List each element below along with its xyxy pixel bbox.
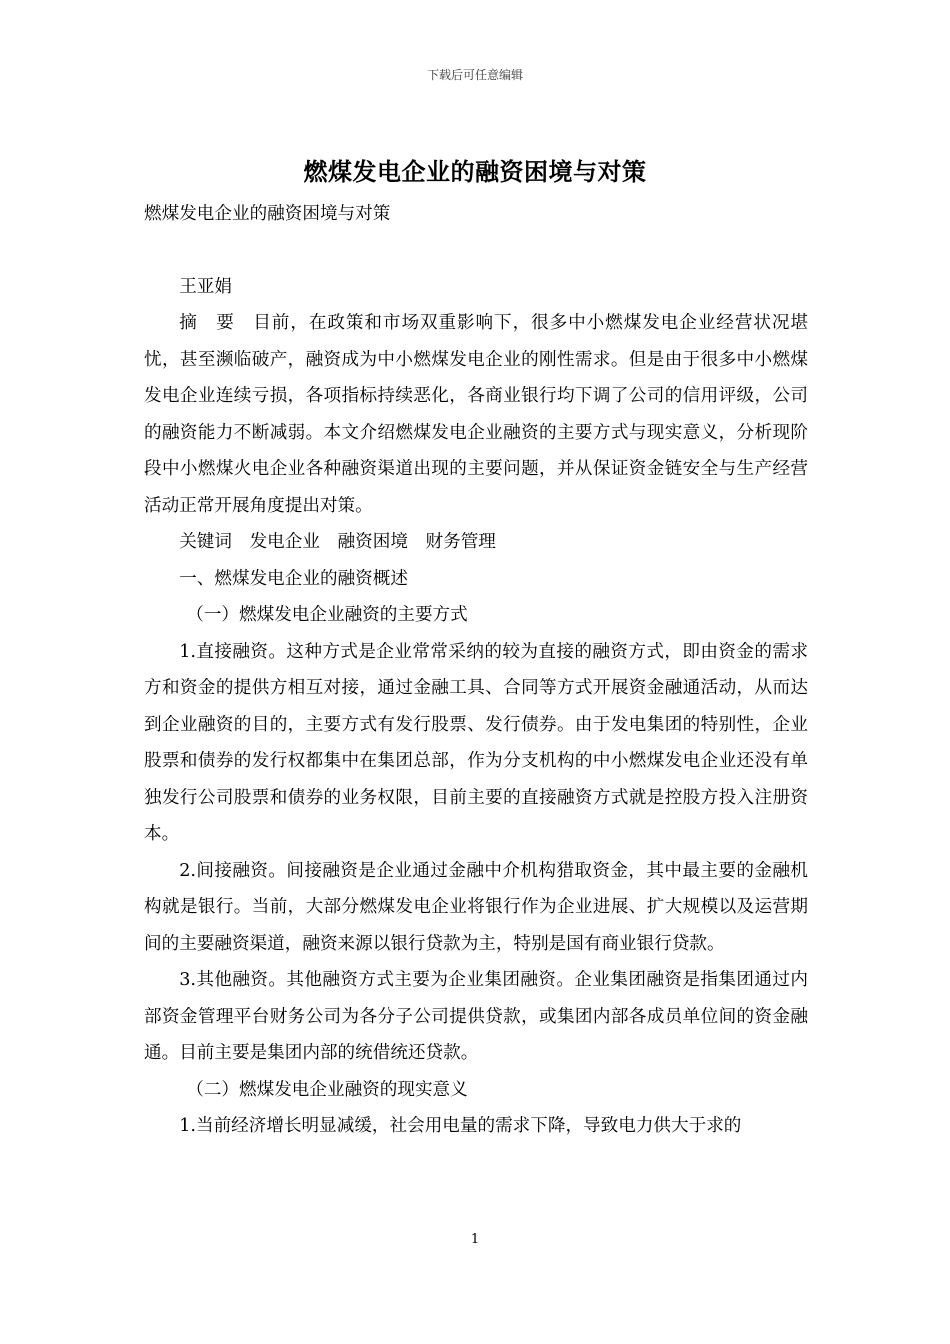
document-body [144,196,808,1145]
abstract-paragraph: 摘 要 目前，在政策和市场双重影响下，很多中小燃煤发电企业经营状况堪忧，甚至濒临破产，融资成为中小燃煤发电企业的刚性需求。但是由于很多中小燃煤发电企业连续亏损，各项指标持续恶化，各商业银行均下调了公司的信用评级，公司的融资能力不断减弱。本文介绍燃煤发电企业融资的主要方式与现实意义，分析现阶段中小燃煤火电企业各种融资渠道出现的主要问题，并从保证资金链安全与生产经营活动正常开展角度提出对策。 [144,313,808,516]
paragraph-direct-financing: 1.直接融资。这种方式是企业常常采纳的较为直接的融资方式，即由资金的需求方和资金的提供方相互对接，通过金融工具、合同等方式开展资金融通活动，从而达到企业融资的目的，主要方式有发行股票、发行债券。由于发电集团的特别性，企业股票和债券的发行权都集中在集团总部，作为分支机构的中小燃煤发电企业还没有单独发行公司股票和债券的业务权限，目前主要的直接融资方式就是控股方投入注册资本。 [144,641,808,844]
subsection-heading: （二）燃煤发电企业融资的现实意义 [186,1079,468,1100]
author-name: 王亚娟 [179,276,232,297]
section-heading: 一、燃煤发电企业的融资概述 [179,568,408,589]
subsection-heading: （一）燃煤发电企业融资的主要方式 [186,605,468,625]
paragraph-meaning: 1.当前经济增长明显减缓，社会用电量的需求下降，导致电力供大于求的 [179,1116,742,1136]
blank-line [144,233,808,269]
paragraph-other-financing: 3.其他融资。其他融资方式主要为企业集团融资。企业集团融资是指集团通过内部资金管理平台财务公司为各分子公司提供贷款，或集团内部各成员单位间的资金融通。目前主要是集团内部的统借统还贷款。 [144,970,808,1063]
document-title: 燃煤发电企业的融资困境与对策 [303,157,647,186]
document-subtitle: 燃煤发电企业的融资困境与对策 [144,204,391,224]
header-note: 下载后可任意编辑 [426,68,523,82]
paragraph-indirect-financing: 2.间接融资。间接融资是企业通过金融中介机构猎取资金，其中最主要的金融机构就是银行。当前，大部分燃煤发电企业将银行作为企业进展、扩大规模以及运营期间的主要融资渠道，融资来源以银行贷款为主，特别是国有商业银行贷款。 [144,860,808,954]
keywords-line: 关键词 发电企业 融资困境 财务管理 [179,532,496,552]
page-number: 1 [470,1232,480,1247]
